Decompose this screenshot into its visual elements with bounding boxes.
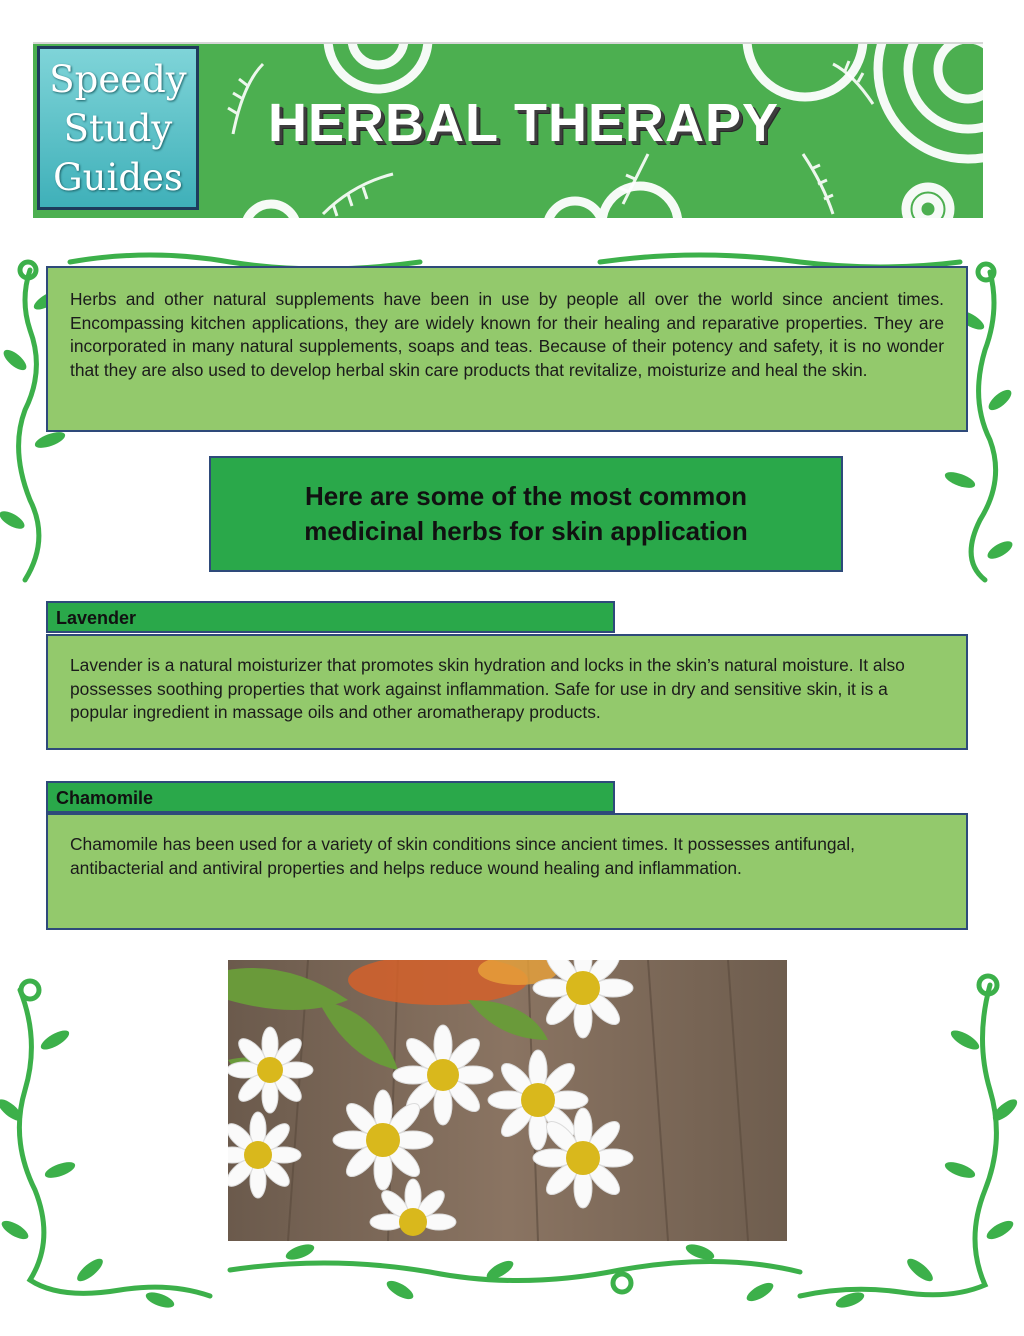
logo-line-2: Study	[63, 106, 173, 150]
chamomile-description-box	[46, 813, 968, 930]
lavender-heading: Lavender	[46, 601, 615, 633]
chamomile-description: Chamomile has been used for a variety of skin conditions since ancient times. It possesses antifungal, antibacterial and antiviral properties and helps reduce wound healing and inflammation.	[70, 834, 855, 878]
section-heading-line-1: Here are some of the most common	[304, 481, 748, 511]
section-heading-box	[209, 456, 843, 572]
intro-box	[46, 266, 968, 432]
logo-line-3: Guides	[53, 155, 183, 199]
lavender-description: Lavender is a natural moisturizer that promotes skin hydration and locks in the skin’s natural moisture. It also possesses soothing properties that work against inflammation. Safe for use in dry and sensitive skin, it is a popular ingredient in massage oils and other aromatherapy products.	[70, 655, 905, 722]
page-title: HERBAL THERAPY	[268, 93, 780, 153]
logo-line-1: Speedy	[49, 57, 187, 101]
chamomile-heading: Chamomile	[46, 781, 615, 813]
lavender-description-box	[46, 634, 968, 750]
chamomile-flowers-photo	[228, 960, 787, 1241]
intro-text: Herbs and other natural supplements have been in use by people all over the world since ancient times. Encompassing kitchen applications, they are widely known for their healing and reparative properties. They are incorporated in many natural supplements, soaps and teas. Because of their potency and safety, it is no wonder that they are also used to develop herbal skin care products that revitalize, moisturize and heal the skin.	[70, 289, 944, 380]
section-heading-line-2: medicinal herbs for skin application	[304, 516, 748, 546]
